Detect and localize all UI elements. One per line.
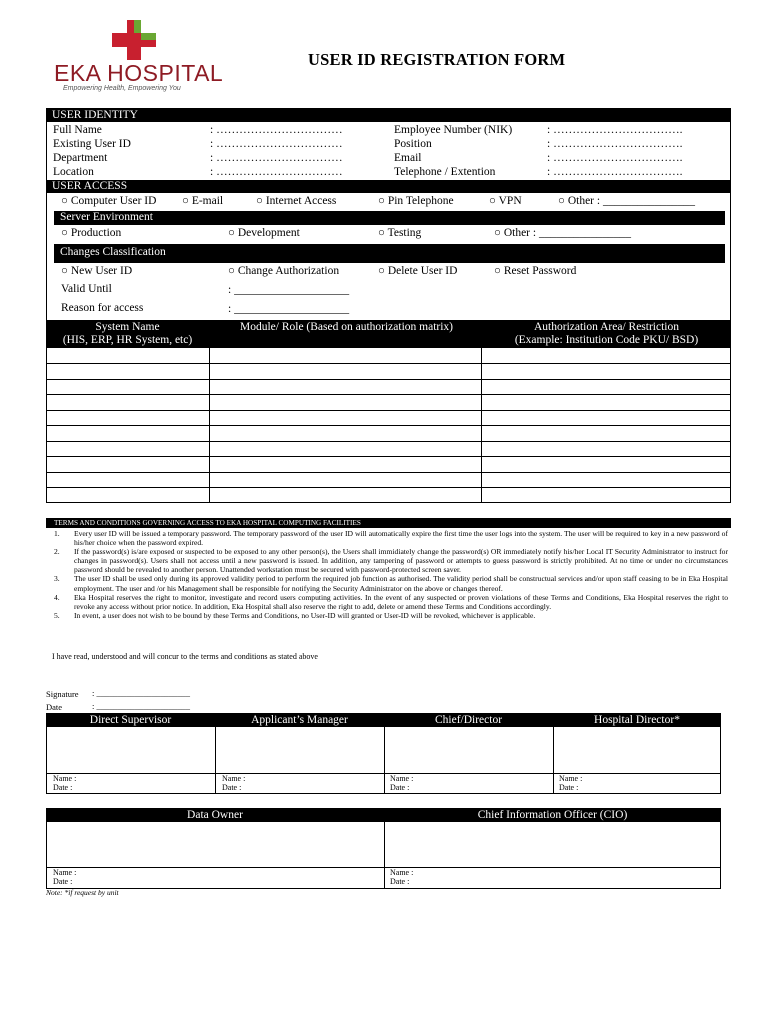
term-item: 4. Eka Hospital reserves the right to monitor, investigate and record users computing activities. In the event of any suspected or proven violations of these Terms and Conditions, Eka Hospital reserves the right to revoke any access without prior notice. In addition, Eka Hospital shall also reserve the right to add, delete or amend these Terms and Conditions accordingly. [54,592,728,611]
cio-name-label[interactable]: Name : [390,868,414,877]
department-label: Department [53,152,108,164]
full-name-field[interactable]: : …………………………… [210,124,343,136]
data-owner-name-label[interactable]: Name : [53,868,77,877]
director-name-label[interactable]: Name : [559,774,583,783]
option-new-user-id[interactable]: ○ New User ID [61,265,133,277]
approval-divider [215,727,216,794]
table-row[interactable] [47,487,731,488]
option-internet-access[interactable]: ○ Internet Access [256,195,337,207]
email-field[interactable]: : ……………………………. [547,152,683,164]
table-row[interactable] [47,379,731,380]
option-pin-telephone[interactable]: ○ Pin Telephone [378,195,454,207]
position-label: Position [394,138,432,150]
approval-sign-line [46,773,721,774]
location-label: Location [53,166,94,178]
system-name-subheader: (HIS, ERP, HR System, etc) [62,334,193,346]
option-development[interactable]: ○ Development [228,227,300,239]
cio-date-label[interactable]: Date : [390,877,410,886]
option-delete-user-id[interactable]: ○ Delete User ID [378,265,458,277]
access-table-grid [47,348,731,503]
reason-field[interactable]: : ____________________ [228,303,350,315]
date-label: Date [46,702,63,712]
term-item: 1. Every user ID will be issued a temporary password. The temporary password of the user ID will automatically expire the first time the user logs into the system. The user will be required to key in a new password of his/her choice when the password expired. [54,529,728,548]
table-row[interactable] [47,441,731,442]
table-row[interactable] [47,472,731,473]
approval-divider [384,727,385,794]
chief-date-label[interactable]: Date : [390,783,410,792]
term-item: 3. The user ID shall be used only during its approved validity period to perform the required job function as authorised. The validity period shall be constructual services and/or upon staff ceasing to be in Eka Hospital employment. The user and /or his Management shall be responsible for notifying the Security Administrator on the above or changes thereof. [54,574,728,593]
manager-date-label[interactable]: Date : [222,783,242,792]
manager-name-label[interactable]: Name : [222,774,246,783]
form-title: USER ID REGISTRATION FORM [308,50,566,69]
authorization-area-subheader: (Example: Institution Code PKU/ BSD) [514,334,699,346]
location-field[interactable]: : …………………………… [210,166,343,178]
option-change-authorization[interactable]: ○ Change Authorization [228,265,340,277]
user-identity-header: USER IDENTITY [46,109,731,122]
module-role-header: Module/ Role (Based on authorization matrix) [239,321,454,333]
hospital-logo-name: EKA HOSPITAL [54,60,224,86]
changes-classification-header: Changes Classification [54,244,725,263]
full-name-label: Full Name [53,124,102,136]
agreement-statement: I have read, understood and will concur to the terms and conditions as stated above [52,652,318,661]
data-owner-header: Data Owner [187,809,243,821]
applicants-manager-header: Applicant’s Manager [251,714,348,726]
existing-user-id-label: Existing User ID [53,138,131,150]
valid-until-label: Valid Until [61,283,112,295]
table-column-divider [209,348,210,503]
employee-number-label: Employee Number (NIK) [394,124,513,136]
table-row[interactable] [47,456,731,457]
employee-number-field[interactable]: : ……………………………. [547,124,683,136]
terms-list [46,529,728,620]
authorization-area-header: Authorization Area/ Restriction [534,321,679,333]
option-computer-user-id[interactable]: ○ Computer User ID [61,195,157,207]
signature-label: Signature [46,689,79,699]
supervisor-date-label[interactable]: Date : [53,783,73,792]
access-table-header [46,320,731,348]
option-reset-password[interactable]: ○ Reset Password [494,265,577,277]
option-other-access[interactable]: ○ Other : ________________ [558,195,695,207]
department-field[interactable]: : …………………………… [210,152,343,164]
table-row[interactable] [47,363,731,364]
signature-field[interactable]: : ______________________ [92,688,190,698]
telephone-label: Telephone / Extention [394,166,496,178]
table-row[interactable] [47,425,731,426]
date-field[interactable]: : ______________________ [92,701,190,711]
table-row[interactable] [47,410,731,411]
term-item: 5. In event, a user does not wish to be bound by these Terms and Conditions, no User-ID will granted or User-ID will be revoked, whichever is applicable. [54,610,536,620]
approval-sign-line [46,867,721,868]
option-vpn[interactable]: ○ VPN [489,195,522,207]
user-access-header: USER ACCESS [46,180,731,193]
existing-user-id-field[interactable]: : …………………………… [210,138,343,150]
terms-header: TERMS AND CONDITIONS GOVERNING ACCESS TO EKA HOSPITAL COMPUTING FACILITIES [46,518,731,528]
table-column-divider [481,348,482,503]
option-other-server[interactable]: ○ Other : ________________ [494,227,631,239]
hospital-cross-logo-icon [112,20,156,60]
option-testing[interactable]: ○ Testing [378,227,422,239]
system-name-header: System Name [95,321,160,333]
valid-until-field[interactable]: : ____________________ [228,284,350,296]
chief-name-label[interactable]: Name : [390,774,414,783]
direct-supervisor-header: Direct Supervisor [89,714,172,726]
data-owner-date-label[interactable]: Date : [53,877,73,886]
footnote: Note: *if request by unit [46,888,119,897]
option-production[interactable]: ○ Production [61,227,122,239]
hospital-tagline: Empowering Health, Empowering You [63,85,181,92]
cio-header: Chief Information Officer (CIO) [477,809,628,821]
telephone-field[interactable]: : ……………………………. [547,166,683,178]
term-item: 2. If the password(s) is/are exposed or suspected to be exposed to any other person(s), the Users shall immidiately change the password(s) OR immediately notify his/her Local IT Security Administrator to instruct for changes in password(s). Users shall not access until a new password is issued. In addition, any tampering of password or attempts to guess password is strictly prohibited. At no time or under no circumstances password should be revealed to another person. Unattended workstation must be secured with password-protected screen saver. [54,547,728,575]
table-row[interactable] [47,394,731,395]
reason-label: Reason for access [61,302,144,314]
supervisor-name-label[interactable]: Name : [53,774,77,783]
option-email[interactable]: ○ E-mail [182,195,224,207]
server-environment-header: Server Environment [54,211,725,225]
position-field[interactable]: : ……………………………. [547,138,683,150]
director-date-label[interactable]: Date : [559,783,579,792]
hospital-director-header: Hospital Director* [594,714,680,726]
email-label: Email [394,152,422,164]
approval-divider [553,727,554,794]
approval-divider [384,822,385,889]
chief-director-header: Chief/Director [434,714,503,726]
